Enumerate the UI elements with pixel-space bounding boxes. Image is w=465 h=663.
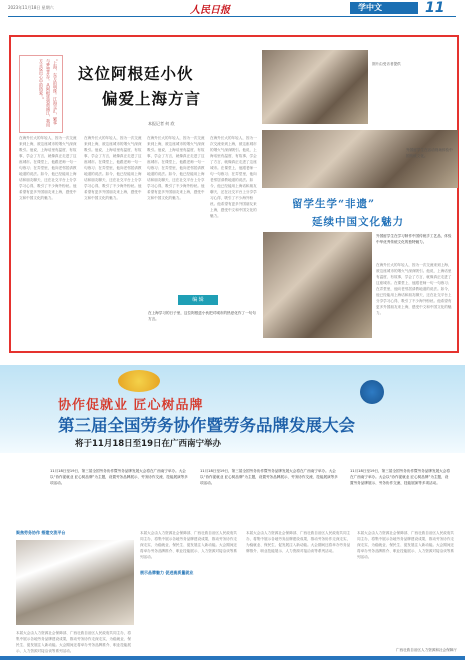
article-body-col2: 在海外长大的年轻人，因为一次交流来到上海，被这座城市的烟火气深深吸引。他说，上海话里有温度、有故事，学会了方言，就像真正走进了这座城市。在课堂上，他跟老师一句一句练习；在弄堂里，他向老邻居请教地道的说法。如今，他已经能用上海话和朋友聊天，还在社交平台上分享学习心得，吸引了不少海外粉丝。他希望有更多外国朋友来上海，感受中文和中国文化的魅力。 [84, 136, 142, 200]
footer-rule [0, 656, 465, 660]
article-photo-classroom[interactable] [262, 50, 368, 124]
ad-slogan: 协作促就业 匠心树品牌 [58, 398, 204, 413]
article-byline: 本报记者 何 欣 [148, 121, 175, 126]
article-title-line1[interactable]: 这位阿根廷小伙 [78, 64, 194, 83]
ad-body-col2: 本届大会由人力资源社会保障部、广西壮族自治区人民政府共同主办，将集中展示各地劳务品牌建设成果，推动劳务协作走深走实，为稳就业、保民生、促发展注入新动能。大会期间还将举办劳务品牌推介、职业技能展示、人力资源对接洽谈等系列活动。 [140, 531, 238, 559]
ad-body-col4: 本届大会由人力资源社会保障部、广西壮族自治区人民政府共同主办，将集中展示各地劳务品牌建设成果，推动劳务协作走深走实，为稳就业、保民生、促发展注入新动能。大会期间还将举办劳务品牌推介、职业技能展示、人力资源对接洽谈等系列活动。 [357, 531, 455, 559]
ad-footer-sponsor: 广西壮族自治区人力资源和社会保障厅 [395, 648, 457, 652]
page-number: 11 [425, 0, 445, 16]
photo1-caption: 图片由受访者提供 [372, 62, 401, 66]
article-photo-handicraft[interactable] [263, 232, 372, 338]
article-body-col1: 在海外长大的年轻人，因为一次交流来到上海，被这座城市的烟火气深深吸引。他说，上海话里有温度、有故事，学会了方言，就像真正走进了这座城市。在课堂上，他跟老师一句一句练习；在弄堂里，他向老邻居请教地道的说法。如今，他已经能用上海话和朋友聊天，还在社交平台上分享学习心得，吸引了不少海外粉丝。他希望有更多外国朋友来上海，感受中文和中国文化的魅力。 [19, 136, 77, 200]
subarticle-body: 在海外长大的年轻人，因为一次交流来到上海，被这座城市的烟火气深深吸引。他说，上海话里有温度、有故事，学会了方言，就像真正走进了这座城市。在课堂上，他跟老师一句一句练习；在弄堂里，他向老邻居请教地道的说法。如今，他已经能用上海话和朋友聊天，还在社交平台上分享学习心得，吸引了不少海外粉丝。他希望有更多外国朋友来上海，感受中文和中国文化的魅力。 [376, 263, 452, 315]
ad-lead-col1: 11月18日至19日，第三届全国劳务协作暨劳务品牌发展大会将在广西南宁举办。大会以“协作促就业 匠心树品牌”为主题，设置劳务品牌展示、劳务协作交流、技能展演等多项活动。 [50, 469, 188, 485]
article-photo-activity[interactable] [262, 130, 458, 188]
subarticle-title-line2[interactable]: 延续中国文化魅力 [312, 216, 404, 228]
subarticle-title-line1[interactable]: 留学生学“非遗” [292, 198, 376, 210]
article-body-col4: 在海外长大的年轻人，因为一次交流来到上海，被这座城市的烟火气深深吸引。他说，上海话里有温度、有故事，学会了方言，就像真正走进了这座城市。在课堂上，他跟老师一句一句练习；在弄堂里，他向老邻居请教地道的说法。如今，他已经能用上海话和朋友聊天，还在社交平台上分享学习心得，吸引了不少海外粉丝。他希望有更多外国朋友来上海，感受中文和中国文化的魅力。 [210, 136, 257, 218]
article-body-col3: 在海外长大的年轻人，因为一次交流来到上海，被这座城市的烟火气深深吸引。他说，上海话里有温度、有故事，学会了方言，就像真正走进了这座城市。在课堂上，他跟老师一句一句练习；在弄堂里，他向老邻居请教地道的说法。如今，他已经能用上海话和朋友聊天，还在社交平台上分享学习心得，吸引了不少海外粉丝。他希望有更多外国朋友来上海，感受中文和中国文化的魅力。 [147, 136, 205, 200]
ad-date-line: 将于11月18日至19日在广西南宁举办 [75, 439, 221, 449]
ad-body-col1: 本届大会由人力资源社会保障部、广西壮族自治区人民政府共同主办，将集中展示各地劳务品牌建设成果，推动劳务协作走深走实，为稳就业、保民生、促发展注入新动能。大会期间还将举办劳务品牌推介、职业技能展示、人力资源对接洽谈等系列活动。 [16, 631, 131, 653]
ad-headline[interactable]: 第三届全国劳务协作暨劳务品牌发展大会 [58, 416, 355, 435]
ad-lead-col2: 11月18日至19日，第三届全国劳务协作暨劳务品牌发展大会将在广西南宁举办。大会以“协作促就业 匠心树品牌”为主题，设置劳务品牌展示、劳务协作交流、技能展演等多项活动。 [200, 469, 338, 485]
conference-emblem-icon [118, 370, 160, 392]
ad-body-col3: 本届大会由人力资源社会保障部、广西壮族自治区人民政府共同主办，将集中展示各地劳务品牌建设成果，推动劳务协作走深走实，为稳就业、保民生、促发展注入新动能。大会期间还将举办劳务品牌推介、职业技能展示、人力资源对接洽谈等系列活动。 [246, 531, 351, 553]
decorative-ring-icon [360, 380, 384, 404]
pull-quote-poem: “上海，东方的明珠。江海交汇，繁华与梦想并存。从阿根廷到黄浦江，我用方言说出心中的热爱。” [19, 55, 63, 133]
article-title-line2[interactable]: 偏爱上海方言 [102, 89, 202, 108]
editor-note: 在上海学习的日子里，这位阿根廷小伙把对城市的热爱化作了一句句方言。 [148, 311, 256, 321]
ad-photo-workers[interactable] [16, 540, 134, 625]
section-tab[interactable]: 学中文 [350, 2, 418, 14]
ad-subhead1: 聚焦劳务协作 搭建交流平台 [16, 530, 66, 535]
photo2-caption: 外国留学生在活动现场体验中国传统文化。 [406, 148, 453, 158]
editor-box-label: 编 辑 [178, 295, 218, 305]
ad-lead-col3: 11月18日至19日，第三届全国劳务协作暨劳务品牌发展大会将在广西南宁举办。大会以“协作促就业 匠心树品牌”为主题，设置劳务品牌展示、劳务协作交流、技能展演等多项活动。 [350, 469, 450, 485]
photo3-caption: 外国留学生在学习制作中国传统手工艺品，体验中华优秀传统文化的独特魅力。 [376, 234, 452, 244]
header-rule [8, 16, 456, 17]
ad-subhead2: 展示品牌魅力 促进高质量就业 [140, 570, 194, 575]
issue-date: 2023年11月18日 星期六 [8, 5, 54, 10]
newspaper-logo: 人民日报 [190, 5, 230, 16]
